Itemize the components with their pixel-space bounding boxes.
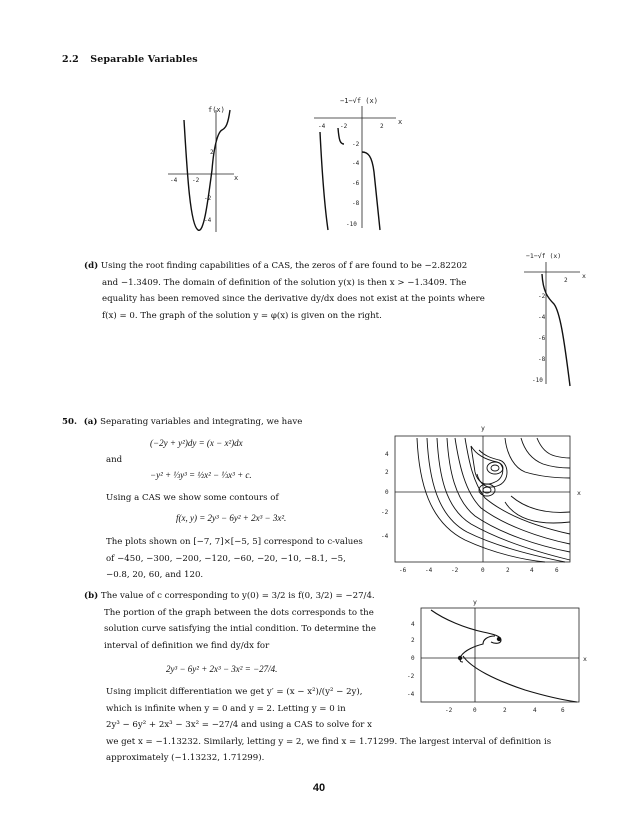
y-tick: -6 [352, 180, 360, 187]
x-axis-label: x [234, 174, 239, 182]
part-b-tail-line: 2y³ − 6y² + 2x³ − 3x² = −27/4 and using a CAS to solve for x [106, 720, 372, 731]
x-tick: 4 [530, 567, 534, 574]
y-tick: -4 [381, 533, 389, 540]
x-axis-label: x [582, 272, 586, 280]
equation-contour: f(x, y) = 2y³ − 6y² + 2x³ − 3x². [176, 513, 287, 523]
graph-title-label: −1−√f (x) [340, 97, 378, 105]
endpoint-dot [458, 656, 462, 660]
section-title: Separable Variables [90, 54, 198, 65]
y-tick: -6 [538, 335, 546, 342]
problem-number: 50. [62, 417, 77, 427]
y-tick: -4 [407, 691, 415, 698]
part-b-tail-line: we get x = −1.13232. Similarly, letting y = 2, we find x = 1.71299. The largest interval of definition is [106, 736, 552, 747]
part-b-label: (b) [84, 591, 99, 601]
y-tick: -4 [352, 160, 360, 167]
x-tick: 2 [506, 567, 510, 574]
x-tick: 2 [564, 277, 568, 284]
part-d-line: equality has been removed since the derivative dy/dx does not exist at the points where [102, 294, 485, 305]
x-tick: -6 [399, 567, 407, 574]
curve-right-branch [362, 152, 380, 230]
part-b-tail-line: which is infinite when y = 0 and y = 2. Letting y = 0 in [106, 703, 346, 714]
graph-solution-full [310, 92, 410, 232]
y-tick: -2 [381, 509, 389, 516]
graph-title-label: −1−√f (x) [526, 252, 562, 260]
part-d-line: and −1.3409. The domain of definition of the solution y(x) is then x > −1.3409. The [102, 277, 467, 288]
part-b-line: The value of c corresponding to y(0) = 3/2 is f(0, 3/2) = −27/4. [100, 591, 375, 601]
contour-lines [417, 438, 570, 562]
contour-line [511, 496, 570, 512]
part-a-intro: Separating variables and integrating, we have [100, 417, 303, 427]
x-tick: 6 [561, 707, 565, 714]
equation-integrated: −y² + ⅓y³ = ½x² − ⅓x³ + c. [150, 470, 252, 480]
plots-line: The plots shown on [−7, 7]×[−5, 5] correspond to c-values [106, 537, 363, 547]
plot-frame [421, 608, 579, 702]
plots-line: −0.8, 20, 60, and 120. [106, 570, 204, 581]
contour-line [417, 438, 545, 562]
contour-line [537, 438, 570, 458]
solution-upper-branch [431, 610, 501, 643]
y-tick: -2 [407, 673, 415, 680]
contour-line [437, 438, 570, 560]
contour-loop [487, 462, 503, 474]
y-axis-label: y [481, 424, 485, 432]
curve-left-branch [320, 132, 328, 230]
x-tick: -4 [425, 567, 433, 574]
curve-middle-branch [338, 128, 344, 144]
page-number: 40 [312, 782, 326, 794]
y-tick: -2 [538, 293, 546, 300]
x-tick: 2 [503, 707, 507, 714]
graph-solution-domain [520, 248, 596, 388]
contour-line [505, 438, 570, 478]
x-tick: -4 [170, 177, 178, 184]
contour-line [427, 438, 565, 562]
x-tick: -2 [192, 177, 200, 184]
solution-lower-branch [463, 656, 577, 702]
x-tick: -2 [451, 567, 459, 574]
contour-loop [479, 484, 495, 496]
equation-separated: (−2y + y²)dy = (x − x²)dx [150, 438, 243, 448]
endpoint-dot [497, 637, 501, 641]
x-tick: 4 [533, 707, 537, 714]
plots-line: of −450, −300, −200, −120, −60, −20, −10, −8.1, −5, [106, 553, 346, 564]
x-axis-label: x [577, 489, 581, 497]
x-tick: -2 [340, 123, 348, 130]
part-d-text [84, 258, 509, 324]
equation-initial-condition: 2y³ − 6y² + 2x³ − 3x² = −27/4. [166, 664, 278, 674]
section-header [62, 54, 198, 65]
contour-loop [491, 465, 499, 471]
x-tick: 2 [380, 123, 384, 130]
x-tick: 0 [473, 707, 477, 714]
y-tick: -2 [352, 141, 360, 148]
part-d-label: (d) [84, 261, 99, 271]
solution-curve-plot [405, 596, 595, 716]
curve-f [184, 110, 230, 230]
part-d-line: f(x) = 0. The graph of the solution y = φ(x) is given on the right. [102, 310, 382, 321]
y-tick: -2 [204, 195, 212, 202]
y-tick: 0 [385, 489, 389, 496]
y-tick: -8 [538, 356, 546, 363]
y-tick: 2 [385, 469, 389, 476]
part-a-label: (a) [83, 417, 98, 427]
part-b-line: solution curve satisfying the intial condition. To determine the [104, 624, 376, 635]
and-word: and [106, 455, 123, 465]
function-label: f(x) [208, 106, 225, 114]
y-tick: 4 [385, 451, 389, 458]
x-tick: 0 [481, 567, 485, 574]
x-tick: -2 [445, 707, 453, 714]
x-tick: 6 [555, 567, 559, 574]
graph-f-of-x [160, 100, 260, 240]
y-tick: -10 [346, 221, 357, 228]
plots-description [106, 534, 396, 584]
problem-50a-intro [62, 414, 392, 431]
contour-line [471, 446, 503, 484]
y-tick: 2 [210, 149, 214, 156]
y-tick: -4 [538, 314, 546, 321]
y-tick: -10 [532, 377, 543, 384]
contour-plot [375, 422, 590, 582]
section-number: 2.2 [62, 54, 79, 65]
y-tick: 0 [411, 655, 415, 662]
cas-line: Using a CAS we show some contours of [106, 493, 279, 503]
part-b-tail-line: approximately (−1.13232, 1.71299). [106, 753, 265, 764]
x-tick: -4 [318, 123, 326, 130]
contour-line [521, 438, 570, 468]
part-b-tail-line: Using implicit differentiation we get y′ = (x − x²)/(y² − 2y), [106, 687, 363, 697]
x-axis-label: x [398, 118, 403, 126]
y-tick: -8 [352, 200, 360, 207]
part-b-line: The portion of the graph between the dots corresponds to the [104, 607, 374, 618]
y-tick: 4 [411, 621, 415, 628]
y-tick: -4 [204, 217, 212, 224]
x-axis-label: x [583, 655, 587, 663]
solution-curves [431, 610, 577, 702]
part-d-line: Using the root finding capabilities of a CAS, the zeros of f are found to be −2.82202 [100, 261, 468, 271]
plot-frame [395, 436, 570, 562]
y-axis-label: y [473, 598, 477, 606]
part-b-text [84, 588, 404, 654]
part-b-line: interval of definition we find dy/dx for [104, 640, 270, 651]
y-tick: 2 [411, 637, 415, 644]
